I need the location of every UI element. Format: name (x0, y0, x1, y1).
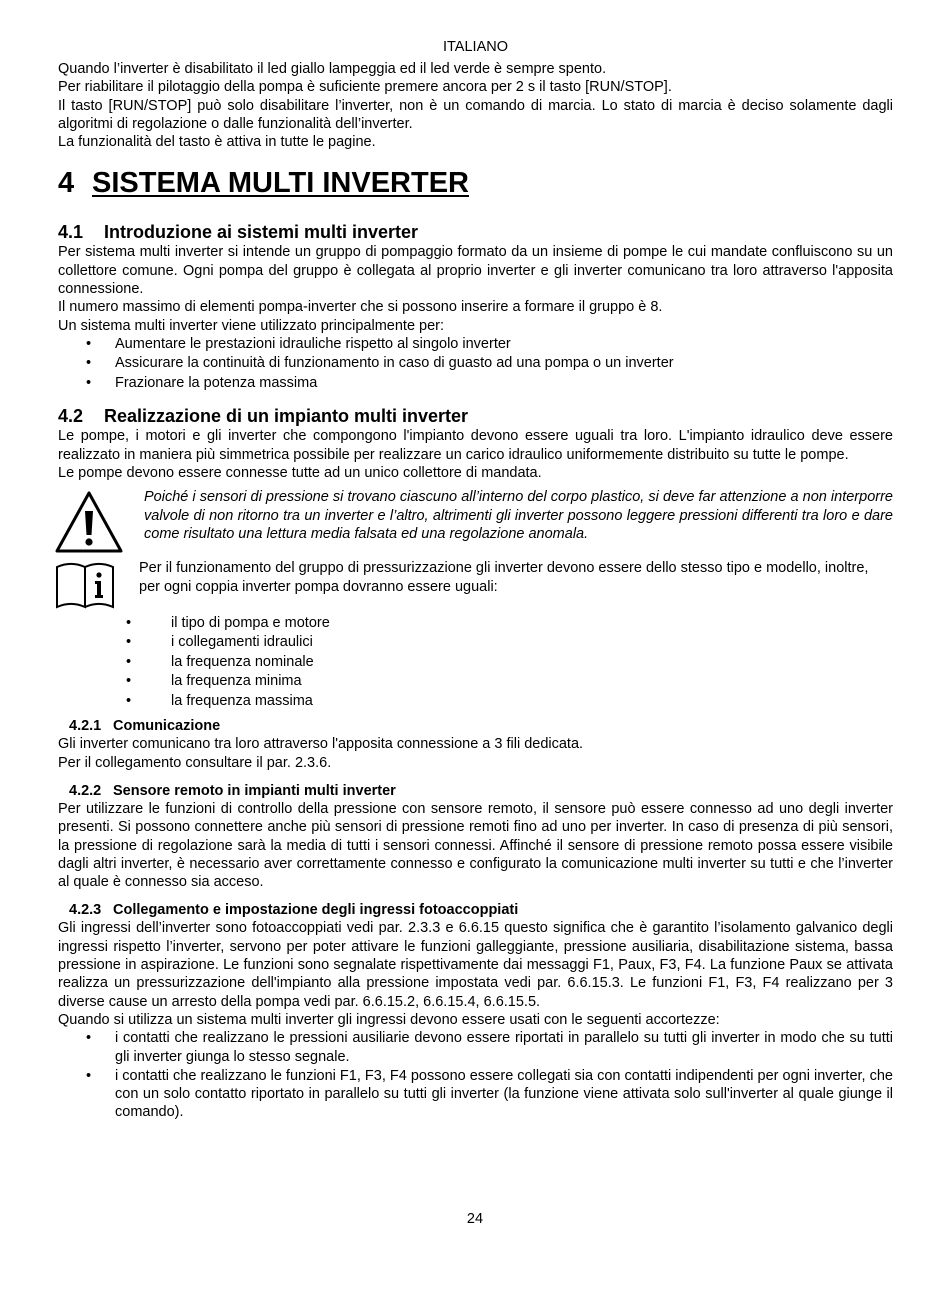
list-item (58, 354, 893, 374)
chapter-title: SISTEMA MULTI INVERTER (92, 167, 469, 200)
list-item-text: i contatti che realizzano le funzioni F1, F3, F4 possono essere collegati sia con contatti indipendenti per ogni inverter, che con un solo contatto riportato in parallelo su tutti gli inverter (la funzione viene attivata solo sull'inverter al quale giunge il comando). (115, 1067, 893, 1121)
list-item-text: Assicurare la continuità di funzionamento in caso di guasto ad una pompa o un inverter (115, 355, 674, 372)
page-content (58, 38, 893, 1123)
intro-line-1: Quando l’inverter è disabilitato il led giallo lampeggia ed il led verde è sempre spento. (58, 61, 607, 77)
subsection-title: Sensore remoto in impianti multi inverter (113, 782, 396, 799)
bullet-list (58, 335, 893, 394)
requirements-list (58, 614, 893, 712)
chapter-heading (58, 165, 893, 201)
warning-triangle-icon (54, 490, 124, 559)
section-heading-4-2 (58, 405, 893, 427)
paragraph: Le pompe devono essere connesse tutte ad un unico collettore di mandata. (58, 465, 542, 482)
bullet: • (126, 634, 132, 651)
paragraph: Per il collegamento consultare il par. 2.3.6. (58, 754, 332, 771)
list-item-text: Aumentare le prestazioni idrauliche rispetto al singolo inverter (115, 335, 511, 352)
subsection-heading-4-2-2 (69, 782, 893, 800)
page-header: ITALIANO (443, 39, 508, 55)
list-item-text: i collegamenti idraulici (171, 634, 313, 651)
list-item (58, 633, 893, 653)
subsection-number: 4.2.2 (69, 782, 102, 799)
list-item (58, 672, 893, 692)
chapter-number: 4 (58, 167, 75, 200)
intro-line-4: La funzionalità del tasto è attiva in tutte le pagine. (58, 134, 376, 151)
section-number: 4.1 (58, 222, 84, 243)
intro-line-3: Il tasto [RUN/STOP] può solo disabilitare l’inverter, non è un comando di marcia. Lo stato di marcia è deciso solamente dagli algoritmi di regolazione o dalle funzionalità dell’inverter. (58, 97, 893, 132)
paragraph: Per sistema multi inverter si intende un gruppo di pompaggio formato da un insieme di pompe le cui mandate confluiscono su un collettore comune. Ogni pompa del gruppo è collegata al proprio inverter e gli inverter comunicano tra loro attraverso l'apposita connessione. (58, 244, 893, 298)
section-heading-4-1 (58, 221, 893, 243)
section-title: Realizzazione di un impianto multi inverter (104, 406, 469, 427)
bullet: • (126, 692, 132, 709)
subsection-title: Collegamento e impostazione degli ingressi fotoaccoppiati (113, 902, 519, 919)
subsection-heading-4-2-3 (69, 901, 893, 919)
list-item-text: il tipo di pompa e motore (171, 614, 330, 631)
list-item (58, 614, 893, 634)
subsection-number: 4.2.3 (69, 902, 102, 919)
list-item-text: la frequenza nominale (171, 653, 314, 670)
bullet: • (86, 374, 92, 391)
list-item (58, 1067, 893, 1122)
section-number: 4.2 (58, 406, 84, 427)
bullet: • (86, 1030, 92, 1047)
paragraph: Per utilizzare le funzioni di controllo della pressione con sensore remoto, il sensore può essere connesso ad uno degli inverter presenti. Si possono connettere anche più sensori di pressione remoti fino ad uno per inverter. In caso di presenza di più sensori, la pressione di regolazione sarà la media di tutti i sensori connessi. Affinché il sensore di pressione remoto possa essere visibile dagli altri inverter, è necessario aver correttamente connesso e configurato la comunicazione multi inverter su tutti e che l’inverter al quale è connesso sia acceso. (58, 800, 893, 891)
list-item (58, 692, 893, 712)
subsection-title: Comunicazione (113, 718, 221, 735)
paragraph: Quando si utilizza un sistema multi inverter gli ingressi devono essere usati con le seguenti accortezze: (58, 1011, 720, 1028)
list-item (58, 653, 893, 673)
bullet: • (86, 355, 92, 372)
list-item (58, 374, 893, 394)
subsection-heading-4-2-1 (69, 717, 893, 735)
subsection-number: 4.2.1 (69, 718, 102, 735)
bullet: • (86, 1067, 92, 1084)
bullet: • (126, 673, 132, 690)
list-item (58, 335, 893, 355)
list-item-text: la frequenza minima (171, 673, 302, 690)
warning-note (58, 488, 893, 543)
warning-text: Poiché i sensori di pressione si trovano ciascuno all’interno del corpo plastico, si deve far attenzione a non interporre valvole di non ritorno tra un inverter e l’altro, altrimenti gli inverter possono leggere pressioni differenti tra loro e dare come risultato una lettura media falsata ed una regolazione anomala. (144, 489, 893, 542)
list-item-text: Frazionare la potenza massima (115, 374, 318, 391)
info-book-icon (54, 561, 118, 616)
paragraph: Un sistema multi inverter viene utilizzato principalmente per: (58, 317, 445, 334)
paragraph: Il numero massimo di elementi pompa-inverter che si possono inserire a formare il gruppo è 8. (58, 299, 663, 316)
info-text: Per il funzionamento del gruppo di pressurizzazione gli inverter devono essere dello stesso tipo e modello, inoltre, per ogni coppia inverter pompa dovranno essere uguali: (139, 560, 869, 595)
page-number: 24 (466, 1211, 484, 1227)
paragraph: Gli ingressi dell’inverter sono fotoaccoppiati vedi par. 2.3.3 e 6.6.15 questo significa che è garantito l’isolamento galvanico degli ingressi rispetto l’inverter, servono per poter attivare le funzioni galleggiante, pressione ausiliaria, disabilitazione sistema, bassa pressione in aspirazione. Le funzioni sono segnalate rispettivamente dai messaggi F1, Paux, F3, F4. La funzione Paux se attivata realizza un pressurizzazione dell'impianto alla pressione impostata vedi par. 6.6.15.3. Le funzioni F1, F3, F4 realizzano per 3 diverse cause un arresto della pompa vedi par. 6.6.15.2, 6.6.15.4, 6.6.15.5. (58, 920, 893, 1010)
bullet: • (126, 653, 132, 670)
list-item-text: i contatti che realizzano le pressioni ausiliarie devono essere riportati in parallelo su tutti gli inverter in modo che su tutti gli inverter giunga lo stesso segnale. (115, 1030, 893, 1065)
bullet: • (86, 335, 92, 352)
list-item (58, 1029, 893, 1066)
paragraph: Le pompe, i motori e gli inverter che compongono l'impianto devono essere uguali tra loro. L'impianto idraulico deve essere realizzato in maniera più simmetrica possibile per realizzare un carico idraulico uniformemente distribuito su tutte le pompe. (58, 428, 893, 463)
bullet-list (58, 1029, 893, 1121)
intro-line-2: Per riabilitare il pilotaggio della pompa è suficiente premere ancora per 2 s il tasto [RUN/STOP]. (58, 79, 672, 96)
info-note (58, 559, 893, 596)
paragraph: Gli inverter comunicano tra loro attraverso l'apposita connessione a 3 fili dedicata. (58, 736, 584, 753)
section-title: Introduzione ai sistemi multi inverter (104, 222, 419, 243)
bullet: • (126, 614, 132, 631)
list-item-text: la frequenza massima (171, 692, 313, 709)
